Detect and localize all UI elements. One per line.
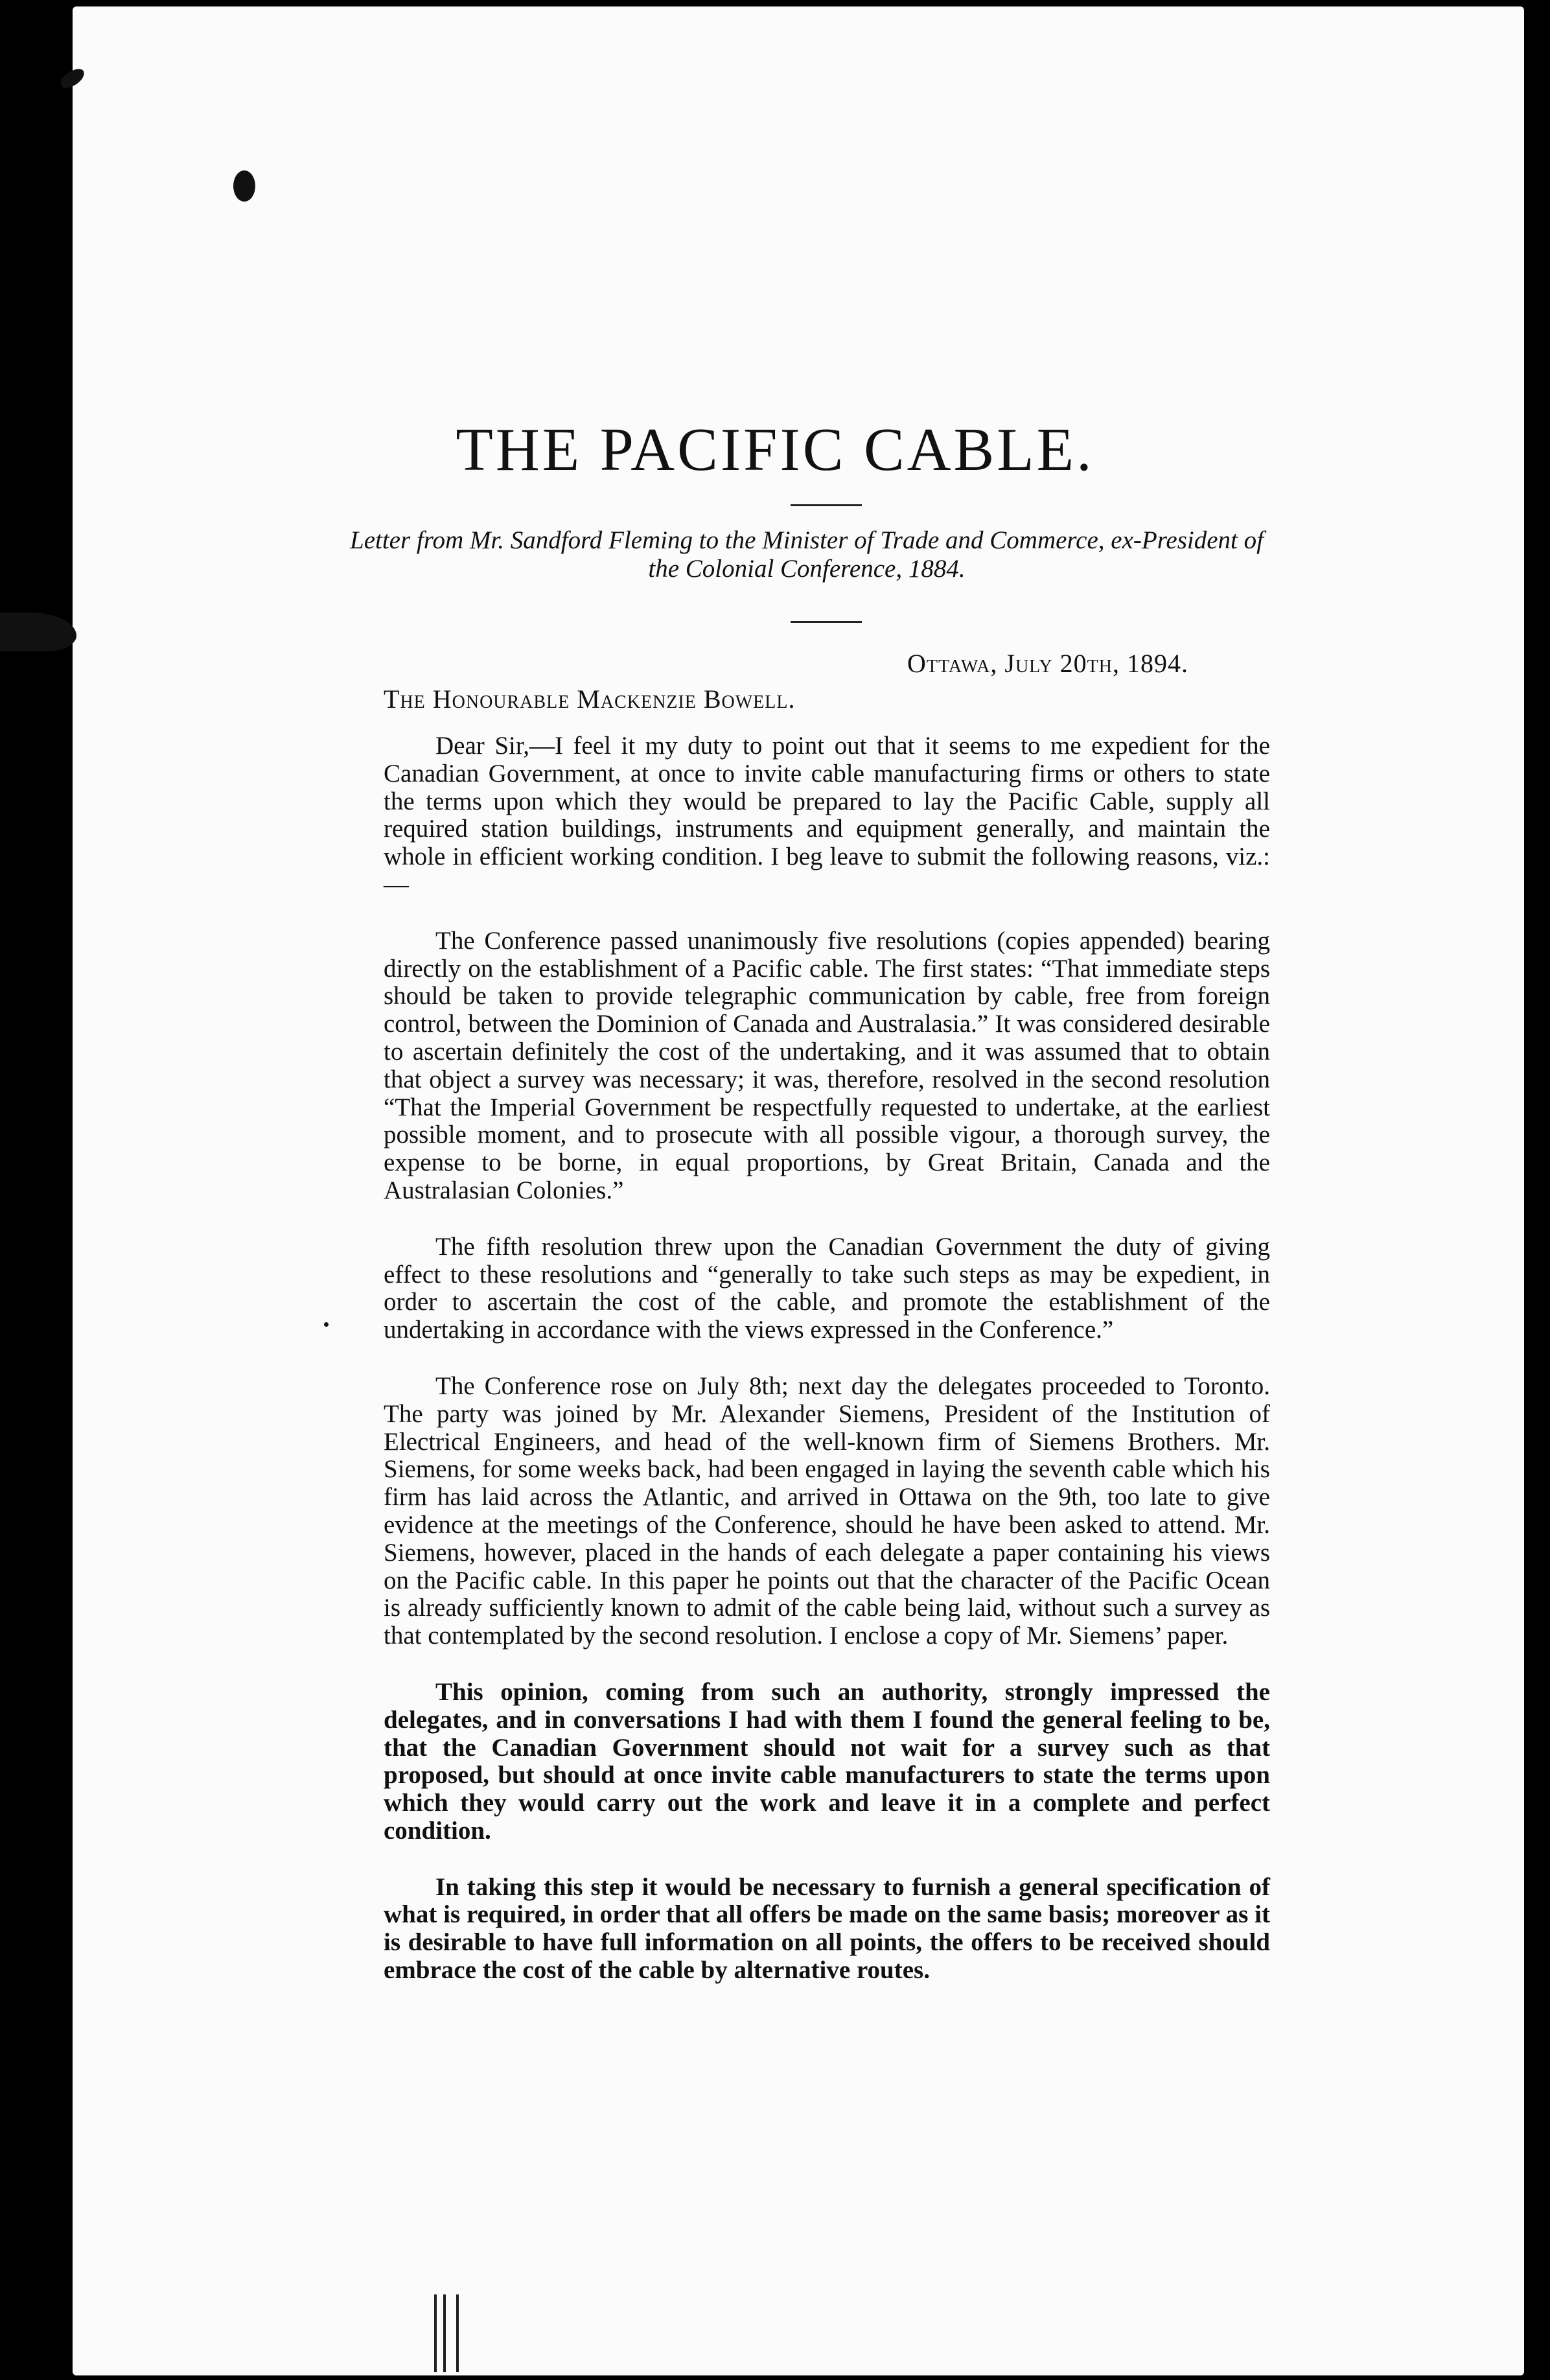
paragraph: The Conference passed unanimously five resolutions (copies appended) bearing directly on the establishment of a Pacific cable. The first states: “That immediate steps should be taken to provide telegraphic communication by cable, free from foreign control, between the Dominion of Canada and Australasia.” It was considered desirable to ascertain definitely the cost of the undertaking, and it was assumed that to obtain that object a survey was necessary; it was, therefore, resolved in the second resolution “That the Imperial Government be respectfully requested to undertake, at the earliest possible moment, and to prosecute with all possible vigour, a thorough survey, the expense to be borne, in equal proportions, by Great Britain, Canada and the Australasian Colonies.” xyxy=(384,926,1270,1204)
scan-border xyxy=(1527,0,1550,2380)
bottom-scratch-marks xyxy=(434,2294,473,2372)
paragraph: This opinion, coming from such an authority, strongly impressed the delegates, and in conversations I had with them I found the general feeling to be, that the Canadian Government should not wait for a survey such as that proposed, but should at once invite cable manufacturers to state the terms upon which they would carry out the work and leave it in a complete and perfect condition. xyxy=(384,1677,1270,1845)
punch-hole-mark xyxy=(233,170,255,202)
paragraph: In taking this step it would be necessary to furnish a general specification of what is required, in order that all offers be made on the same basis; moreover as it is desirable to have full information on all points, the offers to be received should embrace the cost of the cable by alternative routes. xyxy=(384,1872,1270,1985)
paragraph: The fifth resolution threw upon the Canadian Government the duty of giving effect to these resolutions and “generally to take such steps as may be expedient, in order to ascertain the cost of the cable, and promote the establishment of the undertaking in accordance with the views expressed in the Conference.” xyxy=(384,1232,1270,1344)
speck-mark xyxy=(324,1322,329,1327)
place-date: Ottawa, July 20th, 1894. xyxy=(907,649,1189,678)
torn-edge-mark xyxy=(0,612,76,651)
title-rule xyxy=(791,504,862,506)
addressee: The Honourable Mackenzie Bowell. xyxy=(384,684,796,714)
document-subtitle: Letter from Mr. Sandford Fleming to the Minister of Trade and Commerce, ex-President of the Colonial Conference, 1884. xyxy=(350,526,1264,583)
paragraph: Dear Sir,—I feel it my duty to point out that it seems to me expedient for the Canadian Government, at once to invite cable manufacturing firms or others to state the terms upon which they would be prepared to lay the Pacific Cable, supply all required station buildings, instruments and equipment generally, and maintain the whole in efficient working condition. I beg leave to submit the following reasons, viz.:— xyxy=(384,732,1270,898)
document-title: THE PACIFIC CABLE. xyxy=(456,416,1094,484)
subtitle-rule xyxy=(791,621,862,623)
letter-body xyxy=(384,732,1270,2013)
paragraph: The Conference rose on July 8th; next day the delegates proceeded to Toronto. The party was joined by Mr. Alexander Siemens, President of the Institution of Electrical Engineers, and head of the well-known firm of Siemens Brothers. Mr. Siemens, for some weeks back, had been engaged in laying the seventh cable which his firm has laid across the Atlantic, and arrived in Ottawa on the 9th, too late to give evidence at the meetings of the Conference, should he have been asked to attend. Mr. Siemens, however, placed in the hands of each delegate a paper containing his views on the Pacific cable. In this paper he points out that the character of the Pacific Ocean is already sufficiently known to admit of the cable being laid, without such a survey as that contemplated by the second resolution. I enclose a copy of Mr. Siemens’ paper. xyxy=(384,1371,1270,1650)
